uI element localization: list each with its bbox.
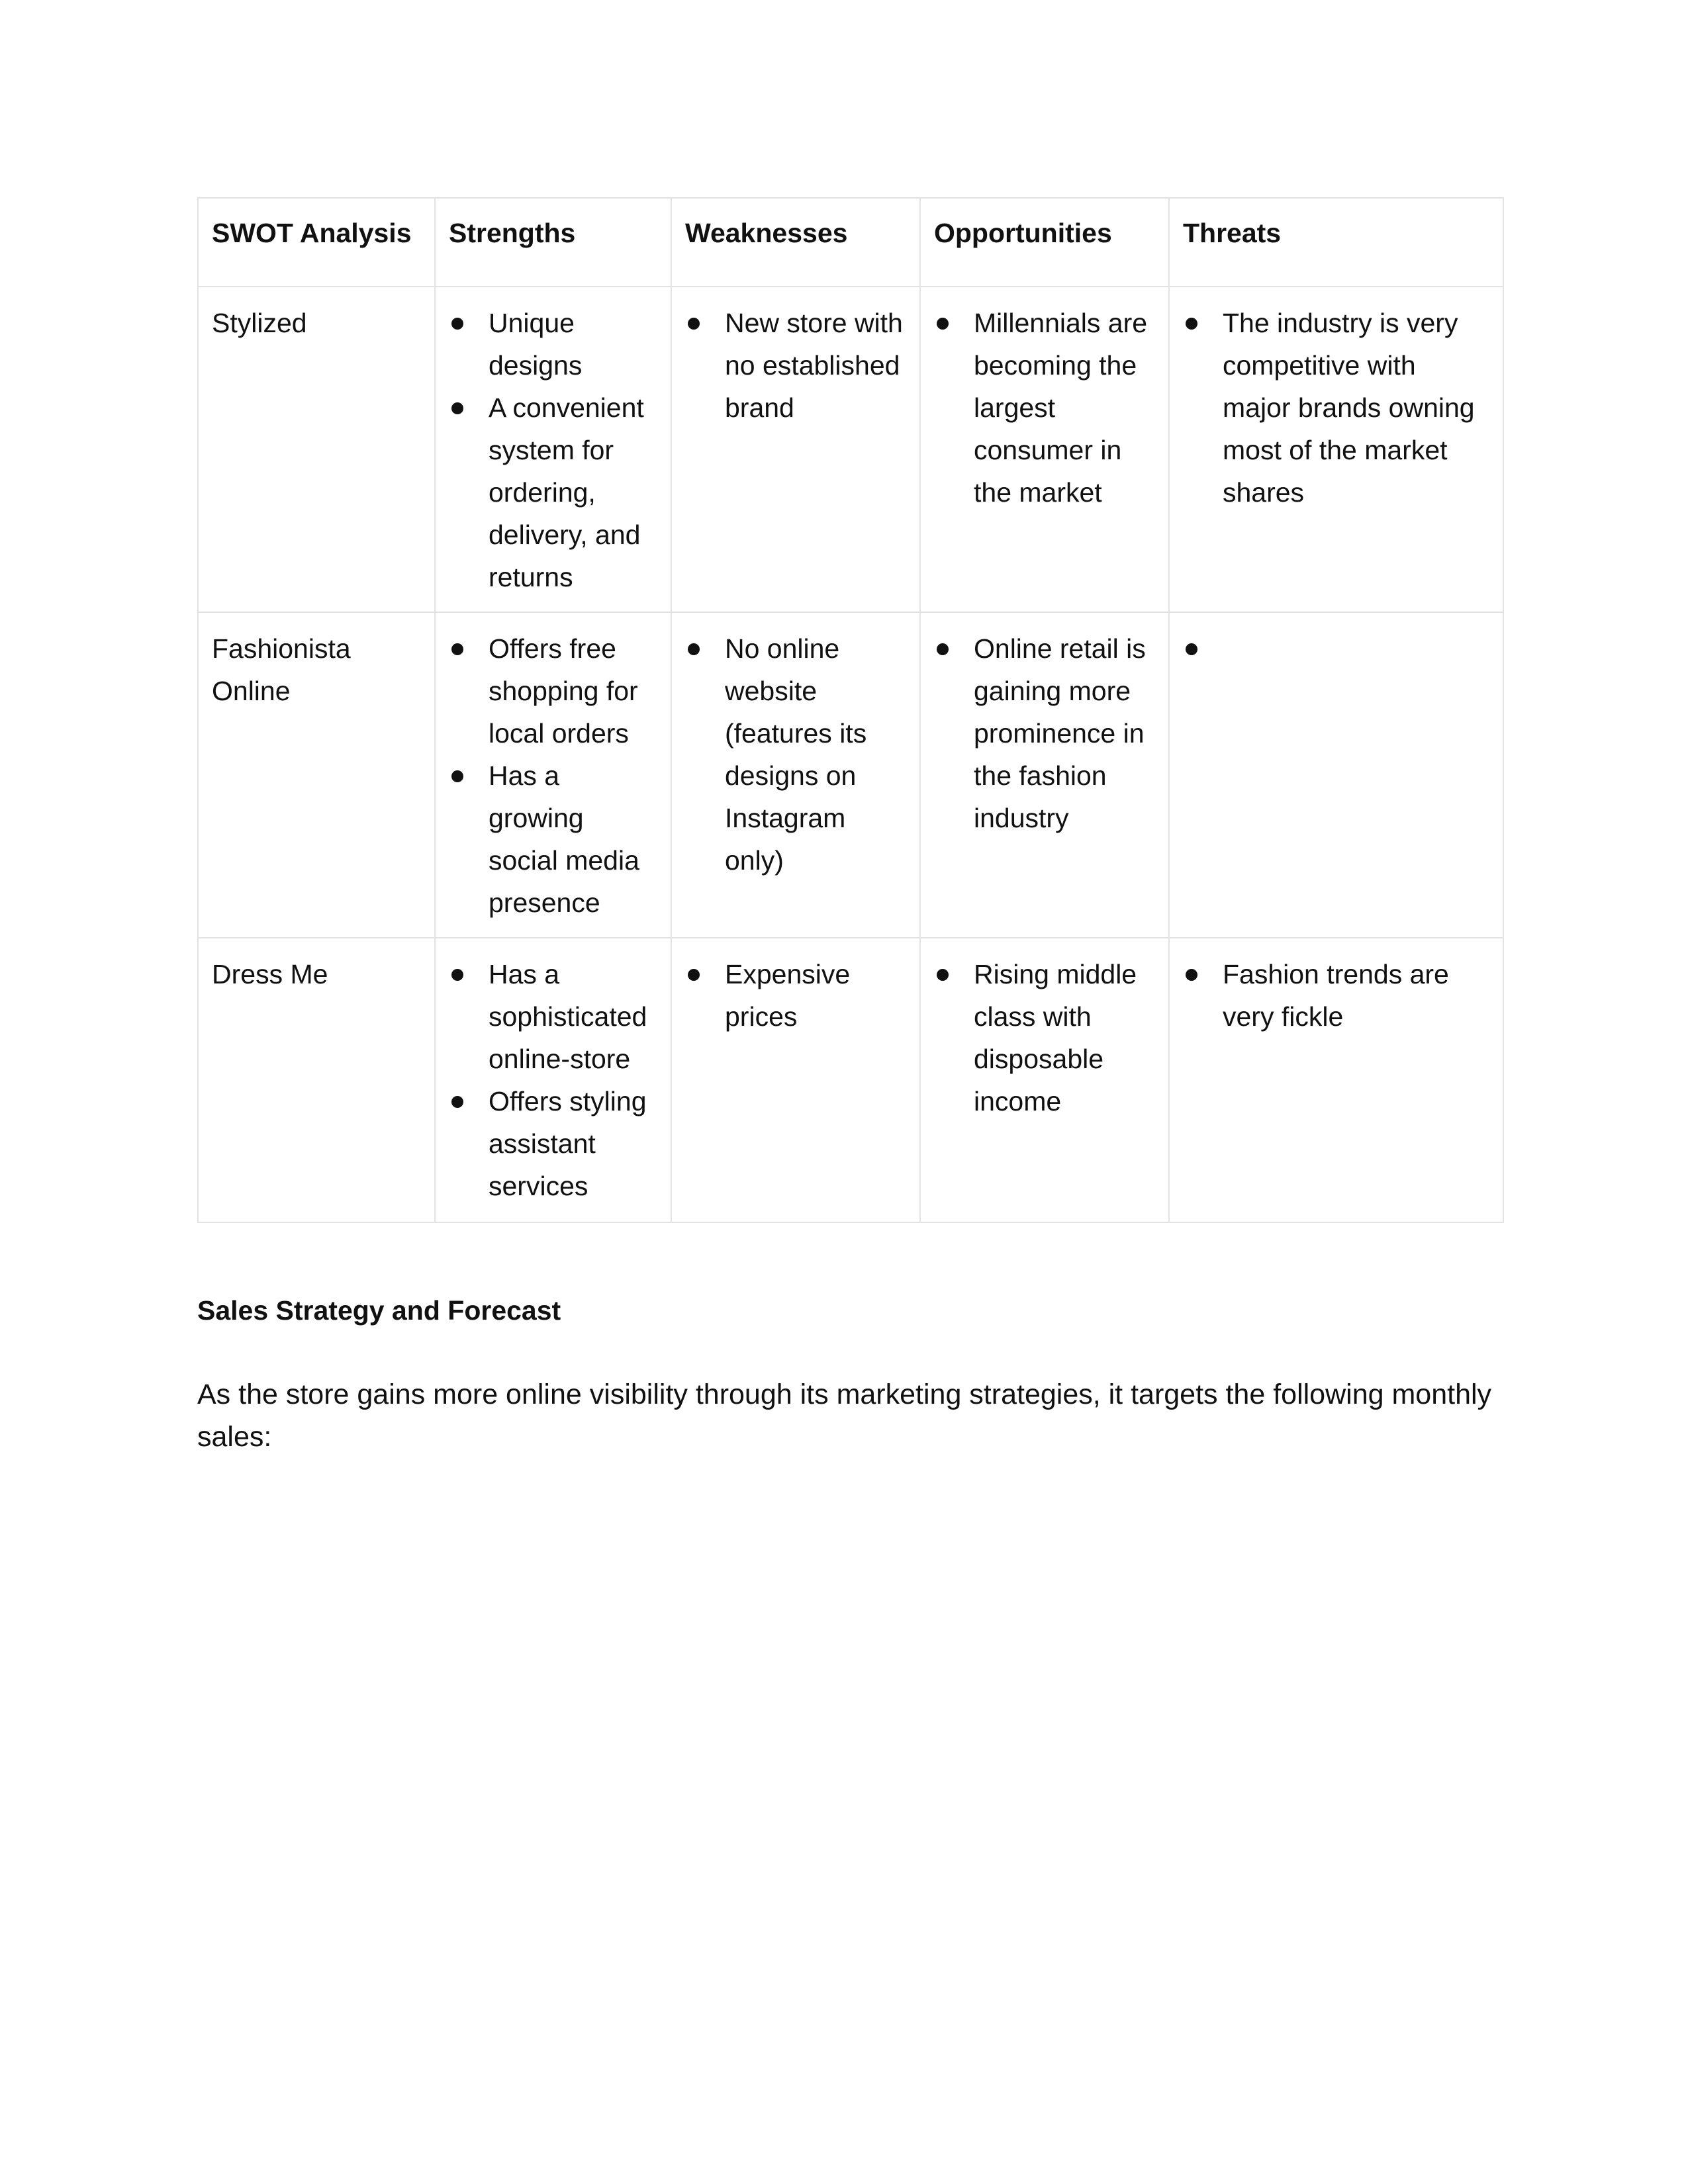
threats-cell xyxy=(1169,287,1503,612)
header-threats: Threats xyxy=(1169,198,1503,287)
table-row-stylized xyxy=(198,287,1503,612)
opportunities-cell xyxy=(920,287,1169,612)
list-item: Fashion trends are very fickle xyxy=(1183,953,1491,1038)
header-swot-analysis: SWOT Analysis xyxy=(198,198,435,287)
list-item: Offers free shopping for local orders xyxy=(449,627,659,754)
strengths-list xyxy=(449,953,659,1207)
strengths-list xyxy=(449,302,659,598)
list-item: Offers styling assistant services xyxy=(449,1080,659,1207)
opportunities-cell xyxy=(920,612,1169,938)
competitor-name: Stylized xyxy=(198,287,435,612)
opportunities-list xyxy=(934,953,1156,1122)
body-paragraph: As the store gains more online visibility through its marketing strategies, it targets the following monthly sales: xyxy=(197,1379,1492,1453)
opportunities-list xyxy=(934,627,1156,839)
list-item-empty xyxy=(1183,627,1491,670)
strengths-list xyxy=(449,627,659,924)
opportunities-cell xyxy=(920,938,1169,1222)
threats-cell xyxy=(1169,612,1503,938)
competitor-name: Fashionista Online xyxy=(198,612,435,938)
table-row-fashionista-online xyxy=(198,612,1503,938)
table-row-dress-me xyxy=(198,938,1503,1222)
swot-header-row xyxy=(198,198,1503,287)
strengths-cell xyxy=(435,612,671,938)
header-weaknesses: Weaknesses xyxy=(671,198,920,287)
weaknesses-cell xyxy=(671,612,920,938)
strengths-cell xyxy=(435,287,671,612)
weaknesses-list xyxy=(685,627,908,882)
opportunities-list xyxy=(934,302,1156,514)
list-item: Millennials are becoming the largest consumer in the market xyxy=(934,302,1156,514)
weaknesses-cell xyxy=(671,287,920,612)
threats-list xyxy=(1183,953,1491,1038)
weaknesses-list xyxy=(685,302,908,429)
swot-table xyxy=(197,197,1504,1223)
list-item: No online website (features its designs on Instagram only) xyxy=(685,627,908,882)
header-opportunities: Opportunities xyxy=(920,198,1169,287)
list-item: Has a sophisticated online-store xyxy=(449,953,659,1080)
list-item: Rising middle class with disposable income xyxy=(934,953,1156,1122)
header-strengths: Strengths xyxy=(435,198,671,287)
list-item: The industry is very competitive with major brands owning most of the market shares xyxy=(1183,302,1491,514)
list-item: Online retail is gaining more prominence in the fashion industry xyxy=(934,627,1156,839)
list-item: Has a growing social media presence xyxy=(449,754,659,924)
section-heading: Sales Strategy and Forecast xyxy=(197,1295,561,1326)
list-item: A convenient system for ordering, delivery, and returns xyxy=(449,387,659,598)
threats-list xyxy=(1183,302,1491,514)
list-item: Expensive prices xyxy=(685,953,908,1038)
threats-list xyxy=(1183,627,1491,670)
threats-cell xyxy=(1169,938,1503,1222)
list-item: Unique designs xyxy=(449,302,659,387)
weaknesses-list xyxy=(685,953,908,1038)
strengths-cell xyxy=(435,938,671,1222)
competitor-name: Dress Me xyxy=(198,938,435,1222)
list-item: New store with no established brand xyxy=(685,302,908,429)
weaknesses-cell xyxy=(671,938,920,1222)
